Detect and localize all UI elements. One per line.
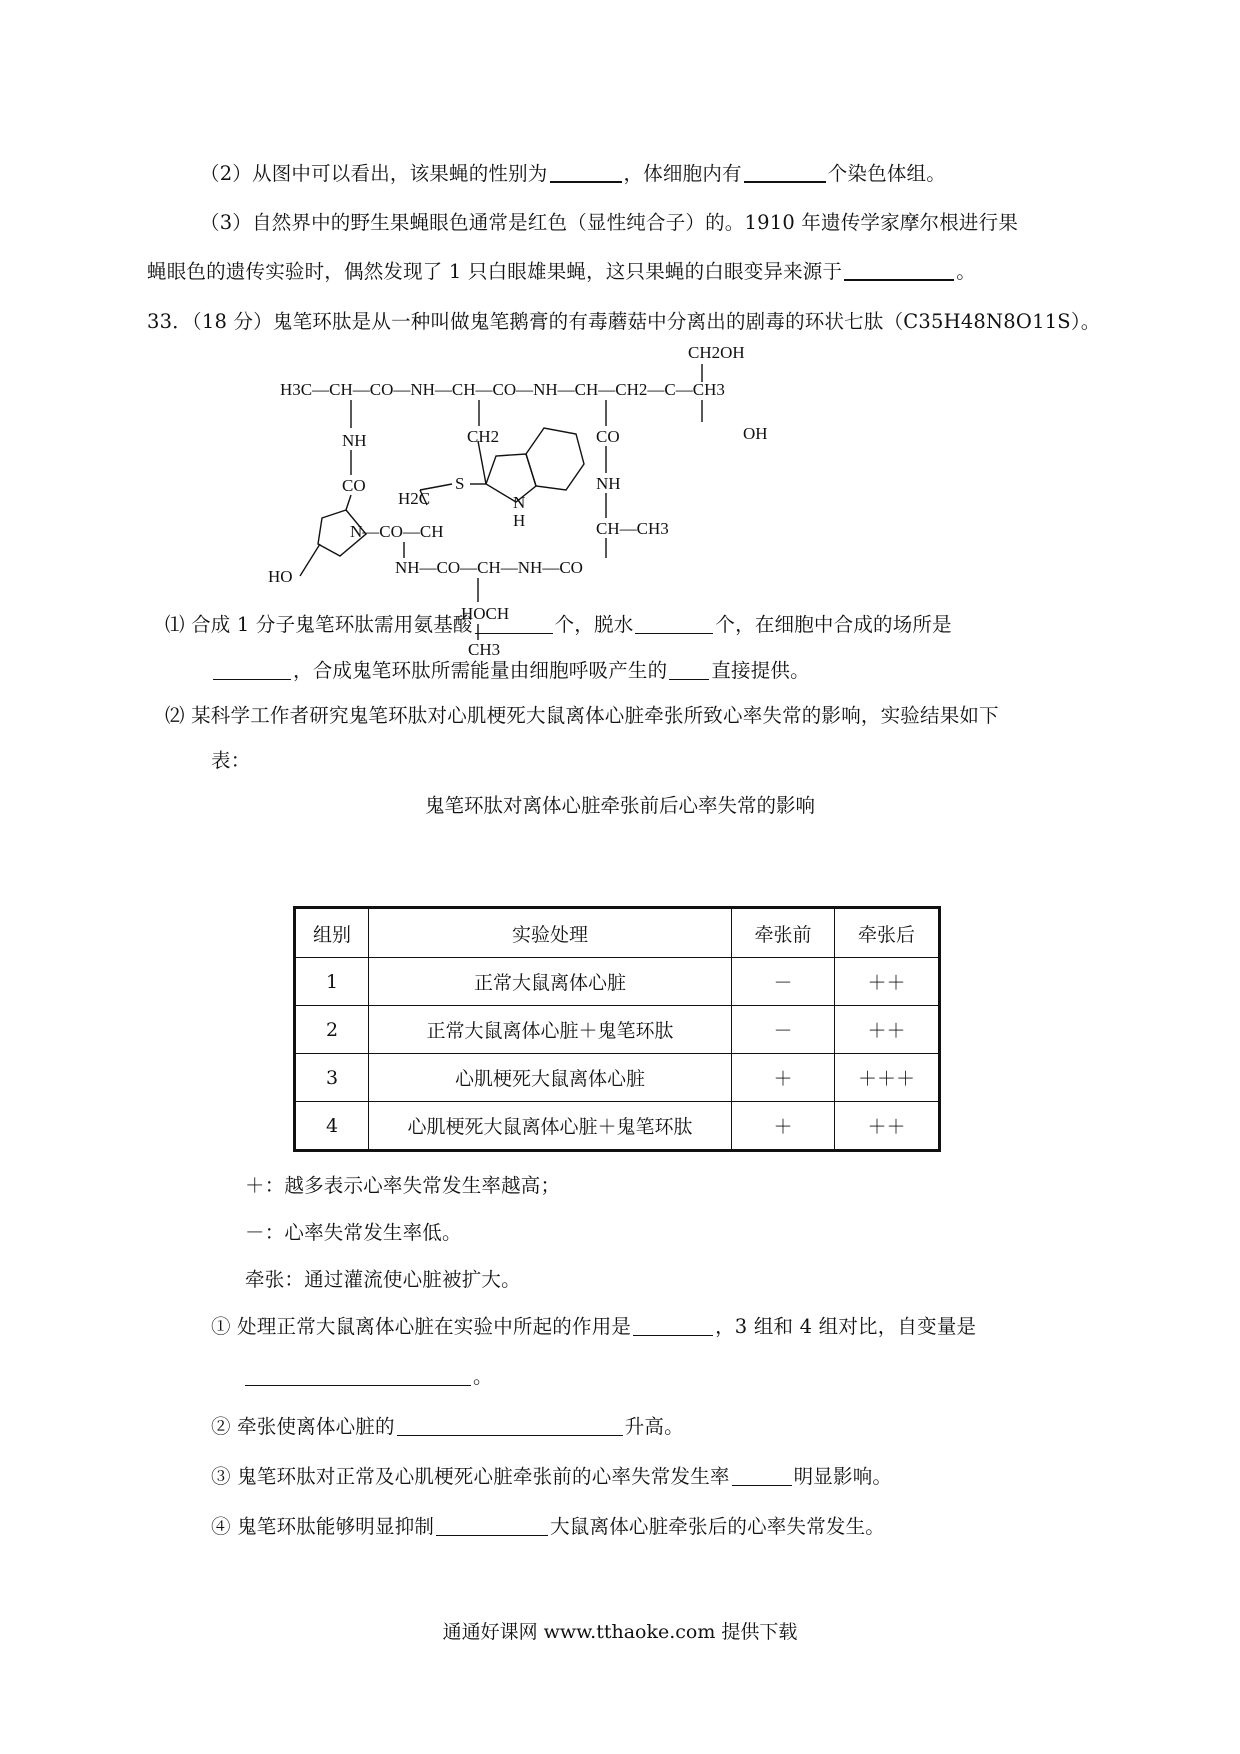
subquestion-1-text-d: ，合成鬼笔环肽所需能量由细胞呼吸产生的 xyxy=(293,659,668,682)
results-table xyxy=(293,906,941,1152)
question-circle-4-text-a: ④ 鬼笔环肽能够明显抑制 xyxy=(211,1515,435,1538)
table-caption: 鬼笔环肽对离体心脏牵张前后心率失常的影响 xyxy=(424,794,815,817)
question-circle-4-text-b: 大鼠离体心脏牵张后的心率失常发生。 xyxy=(550,1515,886,1538)
answer-blank-inhibit-target[interactable] xyxy=(436,1534,548,1536)
structure-ch-ch3: CH—CH3 xyxy=(596,519,669,538)
structure-oh: OH xyxy=(743,424,768,443)
table-cell: ＋＋ xyxy=(835,1102,940,1151)
answer-blank-independent-variable[interactable] xyxy=(245,1384,471,1386)
question-circle-3-line xyxy=(211,1461,892,1489)
structure-indole-n: N xyxy=(513,493,526,512)
question-circle-1-end: 。 xyxy=(473,1365,493,1388)
subquestion-1-text-c: 个，在细胞中合成的场所是 xyxy=(715,613,952,636)
table-row xyxy=(295,958,940,1006)
question-circle-2-text-b: 升高。 xyxy=(624,1415,684,1438)
question-circle-1-text-b: ，3 组和 4 组对比，自变量是 xyxy=(715,1315,977,1338)
structure-bonds xyxy=(300,364,702,640)
structure-h2c: H2C xyxy=(398,489,431,508)
table-cell: 3 xyxy=(295,1054,369,1102)
legend-note-stretch: 牵张：通过灌流使心脏被扩大。 xyxy=(245,1268,521,1291)
subquestion-1-line-2 xyxy=(211,655,810,683)
table-header-cell: 牵张前 xyxy=(732,908,835,958)
subquestion-1-text-e: 直接提供。 xyxy=(711,659,810,682)
answer-blank-variation-source[interactable] xyxy=(844,278,954,281)
structure-ch2oh: CH2OH xyxy=(688,343,745,362)
question-3-line-1: （3）自然界中的野生果蝇眼色通常是红色（显性纯合子）的。1910 年遗传学家摩尔根进行果 xyxy=(200,211,1019,234)
question-2-text-c: 个染色体组。 xyxy=(827,162,946,185)
answer-blank-stretch-effect[interactable] xyxy=(397,1434,623,1436)
structure-co-left: CO xyxy=(342,476,366,495)
structure-hoch: HOCH xyxy=(461,604,510,623)
subquestion-1-text-a: ⑴ 合成 1 分子鬼笔环肽需用氨基酸 xyxy=(165,613,473,636)
structure-n-co-ch: N—CO—CH xyxy=(350,522,444,541)
table-cell: － xyxy=(732,958,835,1006)
table-cell: 1 xyxy=(295,958,369,1006)
table-row xyxy=(295,1006,940,1054)
question-circle-3-text-a: ③ 鬼笔环肽对正常及心肌梗死心脏牵张前的心率失常发生率 xyxy=(211,1465,730,1488)
structure-co-right: CO xyxy=(596,427,620,446)
subquestion-1-text-b: 个，脱水 xyxy=(554,613,634,636)
table-header-row xyxy=(295,908,940,958)
structure-ho-left: HO xyxy=(268,567,293,586)
question-2-text-b: ，体细胞内有 xyxy=(623,162,742,185)
structure-indole-h: H xyxy=(513,511,526,530)
question-3-text: 蝇眼色的遗传实验时，偶然发现了 1 只白眼雄果蝇，这只果蝇的白眼变异来源于 xyxy=(147,260,843,283)
table-cell: ＋＋＋ xyxy=(835,1054,940,1102)
question-circle-1-line-2 xyxy=(243,1361,493,1389)
page-footer: 通通好课网 www.tthaoke.com 提供下载 xyxy=(442,1621,798,1643)
structure-ch2-top: CH2 xyxy=(467,427,500,446)
legend-note-plus: ＋：越多表示心率失常发生率越高； xyxy=(245,1174,561,1197)
legend-note-minus: －：心率失常发生率低。 xyxy=(245,1221,462,1244)
table-header-cell: 组别 xyxy=(295,908,369,958)
question-2-line xyxy=(200,158,946,186)
question-3-line-2 xyxy=(147,256,976,284)
structure-sulfur: S xyxy=(455,474,465,493)
table-cell: 4 xyxy=(295,1102,369,1151)
question-33-intro: 33．（18 分）鬼笔环肽是从一种叫做鬼笔鹅膏的有毒蘑菇中分离出的剧毒的环状七肽（C35H48N8O11S）。 xyxy=(147,310,1101,333)
answer-blank-chromosome-sets[interactable] xyxy=(744,180,826,183)
question-circle-2-line xyxy=(211,1411,684,1439)
structure-nh-left: NH xyxy=(342,431,367,450)
table-cell: － xyxy=(732,1006,835,1054)
question-circle-2-text-a: ② 牵张使离体心脏的 xyxy=(211,1415,395,1438)
subquestion-2-line-2: 表： xyxy=(211,749,251,772)
question-circle-1-line-1 xyxy=(211,1311,976,1339)
structure-nh-right: NH xyxy=(596,474,621,493)
table-row xyxy=(295,1054,940,1102)
answer-blank-sex[interactable] xyxy=(550,180,622,183)
question-circle-4-line xyxy=(211,1511,885,1539)
table-header-cell: 牵张后 xyxy=(835,908,940,958)
table-cell: ＋＋ xyxy=(835,1006,940,1054)
table-cell: 正常大鼠离体心脏 xyxy=(369,958,732,1006)
answer-blank-energy[interactable] xyxy=(669,678,709,680)
table-cell: 正常大鼠离体心脏＋鬼笔环肽 xyxy=(369,1006,732,1054)
subquestion-1-line-1 xyxy=(165,609,952,637)
answer-blank-water[interactable] xyxy=(635,632,713,634)
table-cell: ＋ xyxy=(732,1102,835,1151)
question-3-end: 。 xyxy=(956,260,976,283)
table-cell: 心肌梗死大鼠离体心脏 xyxy=(369,1054,732,1102)
structure-bottom-chain: NH—CO—CH—NH—CO xyxy=(395,558,583,577)
table-cell: 2 xyxy=(295,1006,369,1054)
table-cell: 心肌梗死大鼠离体心脏＋鬼笔环肽 xyxy=(369,1102,732,1151)
structure-ch3-bottom: CH3 xyxy=(468,640,501,659)
structure-main-chain: H3C—CH—CO—NH—CH—CO—NH—CH—CH2—C—CH3 xyxy=(280,380,725,399)
table-header-cell: 实验处理 xyxy=(369,908,732,958)
answer-blank-influence[interactable] xyxy=(732,1484,792,1486)
table-row xyxy=(295,1102,940,1151)
question-circle-1-text-a: ① 处理正常大鼠离体心脏在实验中所起的作用是 xyxy=(211,1315,632,1338)
table-cell: ＋ xyxy=(732,1054,835,1102)
table-cell: ＋＋ xyxy=(835,958,940,1006)
question-2-text-a: （2）从图中可以看出，该果蝇的性别为 xyxy=(200,162,548,185)
subquestion-2-line-1: ⑵ 某科学工作者研究鬼笔环肽对心肌梗死大鼠离体心脏牵张所致心率失常的影响，实验结果如下 xyxy=(165,704,999,727)
answer-blank-site[interactable] xyxy=(213,678,291,680)
answer-blank-role[interactable] xyxy=(633,1334,713,1336)
question-circle-3-text-b: 明显影响。 xyxy=(793,1465,893,1488)
answer-blank-amino-acids[interactable] xyxy=(475,632,553,634)
